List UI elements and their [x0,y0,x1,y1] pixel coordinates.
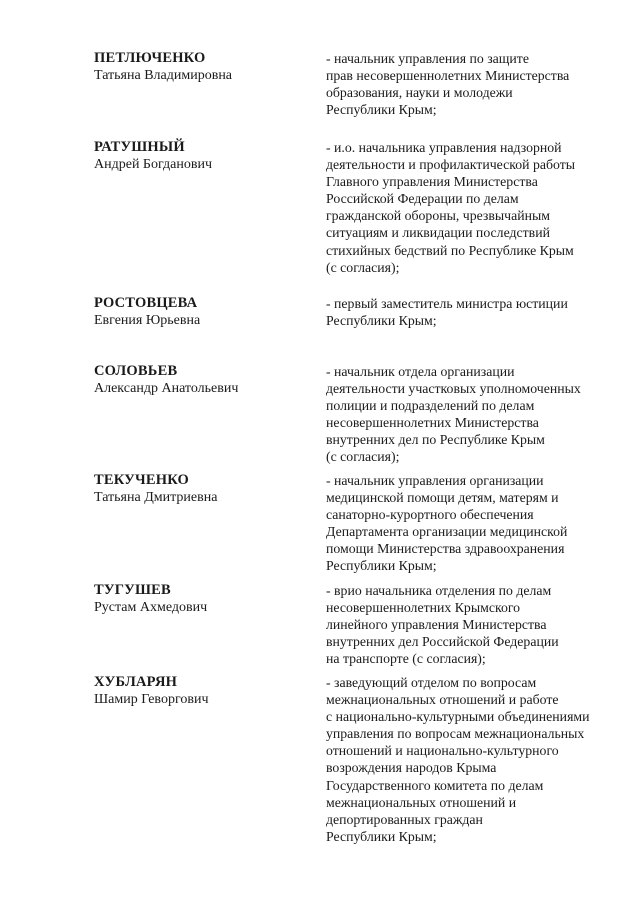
member-surname: РОСТОВЦЕВА [94,295,198,311]
role-line: - и.о. начальника управления надзорной [326,140,562,155]
role-line: (с согласия); [326,449,400,465]
role-line: прав несовершеннолетних Министерства [326,68,570,84]
member-name-block [94,139,314,173]
role-line: возрождения народов Крыма [326,760,497,776]
role-line: - начальник управления по защите [326,51,529,66]
member-role [326,674,626,845]
role-line: стихийных бедствий по Республике Крым [326,242,574,258]
role-line: несовершеннолетних Крымского [326,600,521,616]
member-role [326,50,626,118]
role-line: образования, науки и молодежи [326,85,513,101]
member-name-block [94,50,314,84]
role-line: линейного управления Министерства [326,617,547,633]
role-line: Главного управления Министерства [326,174,538,190]
role-line: (с согласия); [326,259,400,275]
role-line: межнациональных отношений и работе [326,692,559,708]
role-line: Республики Крым; [326,102,437,118]
role-line: Российской Федерации по делам [326,191,519,207]
role-line: санаторно-курортного обеспечения [326,507,534,523]
member-name-block [94,472,314,506]
role-line: с национально-культурными объединениями [326,709,590,725]
role-line: - врио начальника отделения по делам [326,583,552,598]
member-given-name: Татьяна Владимировна [94,68,233,83]
member-surname: ХУБЛАРЯН [94,674,178,690]
role-line: деятельности и профилактической работы [326,157,576,173]
role-line: - начальник управления организации [326,473,544,488]
role-line: отношений и национально-культурного [326,743,559,759]
role-line: помощи Министерства здравоохранения [326,541,565,557]
member-given-name: Александр Анатольевич [94,381,239,396]
member-given-name: Евгения Юрьевна [94,313,201,328]
member-role [326,363,626,466]
member-role [326,139,626,276]
member-role [326,295,626,329]
member-surname: РАТУШНЫЙ [94,139,185,155]
role-line: гражданской обороны, чрезвычайным [326,208,550,224]
member-surname: СОЛОВЬЕВ [94,363,178,379]
role-line: управления по вопросам межнациональных [326,726,585,742]
role-line: на транспорте (с согласия); [326,651,486,667]
member-given-name: Рустам Ахмедович [94,600,208,615]
member-surname: ТЕКУЧЕНКО [94,472,190,488]
member-role [326,472,626,575]
member-given-name: Шамир Геворгович [94,692,209,707]
role-line: деятельности участковых уполномоченных [326,381,581,397]
role-line: несовершеннолетних Министерства [326,415,539,431]
member-name-block [94,363,314,397]
role-line: Государственного комитета по делам [326,777,544,793]
role-line: межнациональных отношений и [326,794,517,810]
role-line: депортированных граждан [326,811,483,827]
role-line: - начальник отдела организации [326,364,515,379]
member-surname: ПЕТЛЮЧЕНКО [94,50,206,66]
role-line: полиции и подразделений по делам [326,398,535,414]
role-line: - заведующий отделом по вопросам [326,675,537,690]
role-line: медицинской помощи детям, матерям и [326,490,559,506]
member-surname: ТУГУШЕВ [94,582,171,598]
member-given-name: Андрей Богданович [94,157,212,172]
role-line: внутренних дел Российской Федерации [326,634,559,650]
role-line: внутренних дел по Республике Крым [326,432,545,448]
role-line: - первый заместитель министра юстиции [326,296,568,311]
role-line: Республики Крым; [326,313,437,329]
role-line: Республики Крым; [326,828,437,844]
member-name-block [94,674,314,708]
member-name-block [94,582,314,616]
role-line: ситуациям и ликвидации последствий [326,225,550,241]
member-role [326,582,626,667]
member-given-name: Татьяна Дмитриевна [94,490,218,505]
role-line: Департамента организации медицинской [326,524,568,540]
member-name-block [94,295,314,329]
role-line: Республики Крым; [326,558,437,574]
